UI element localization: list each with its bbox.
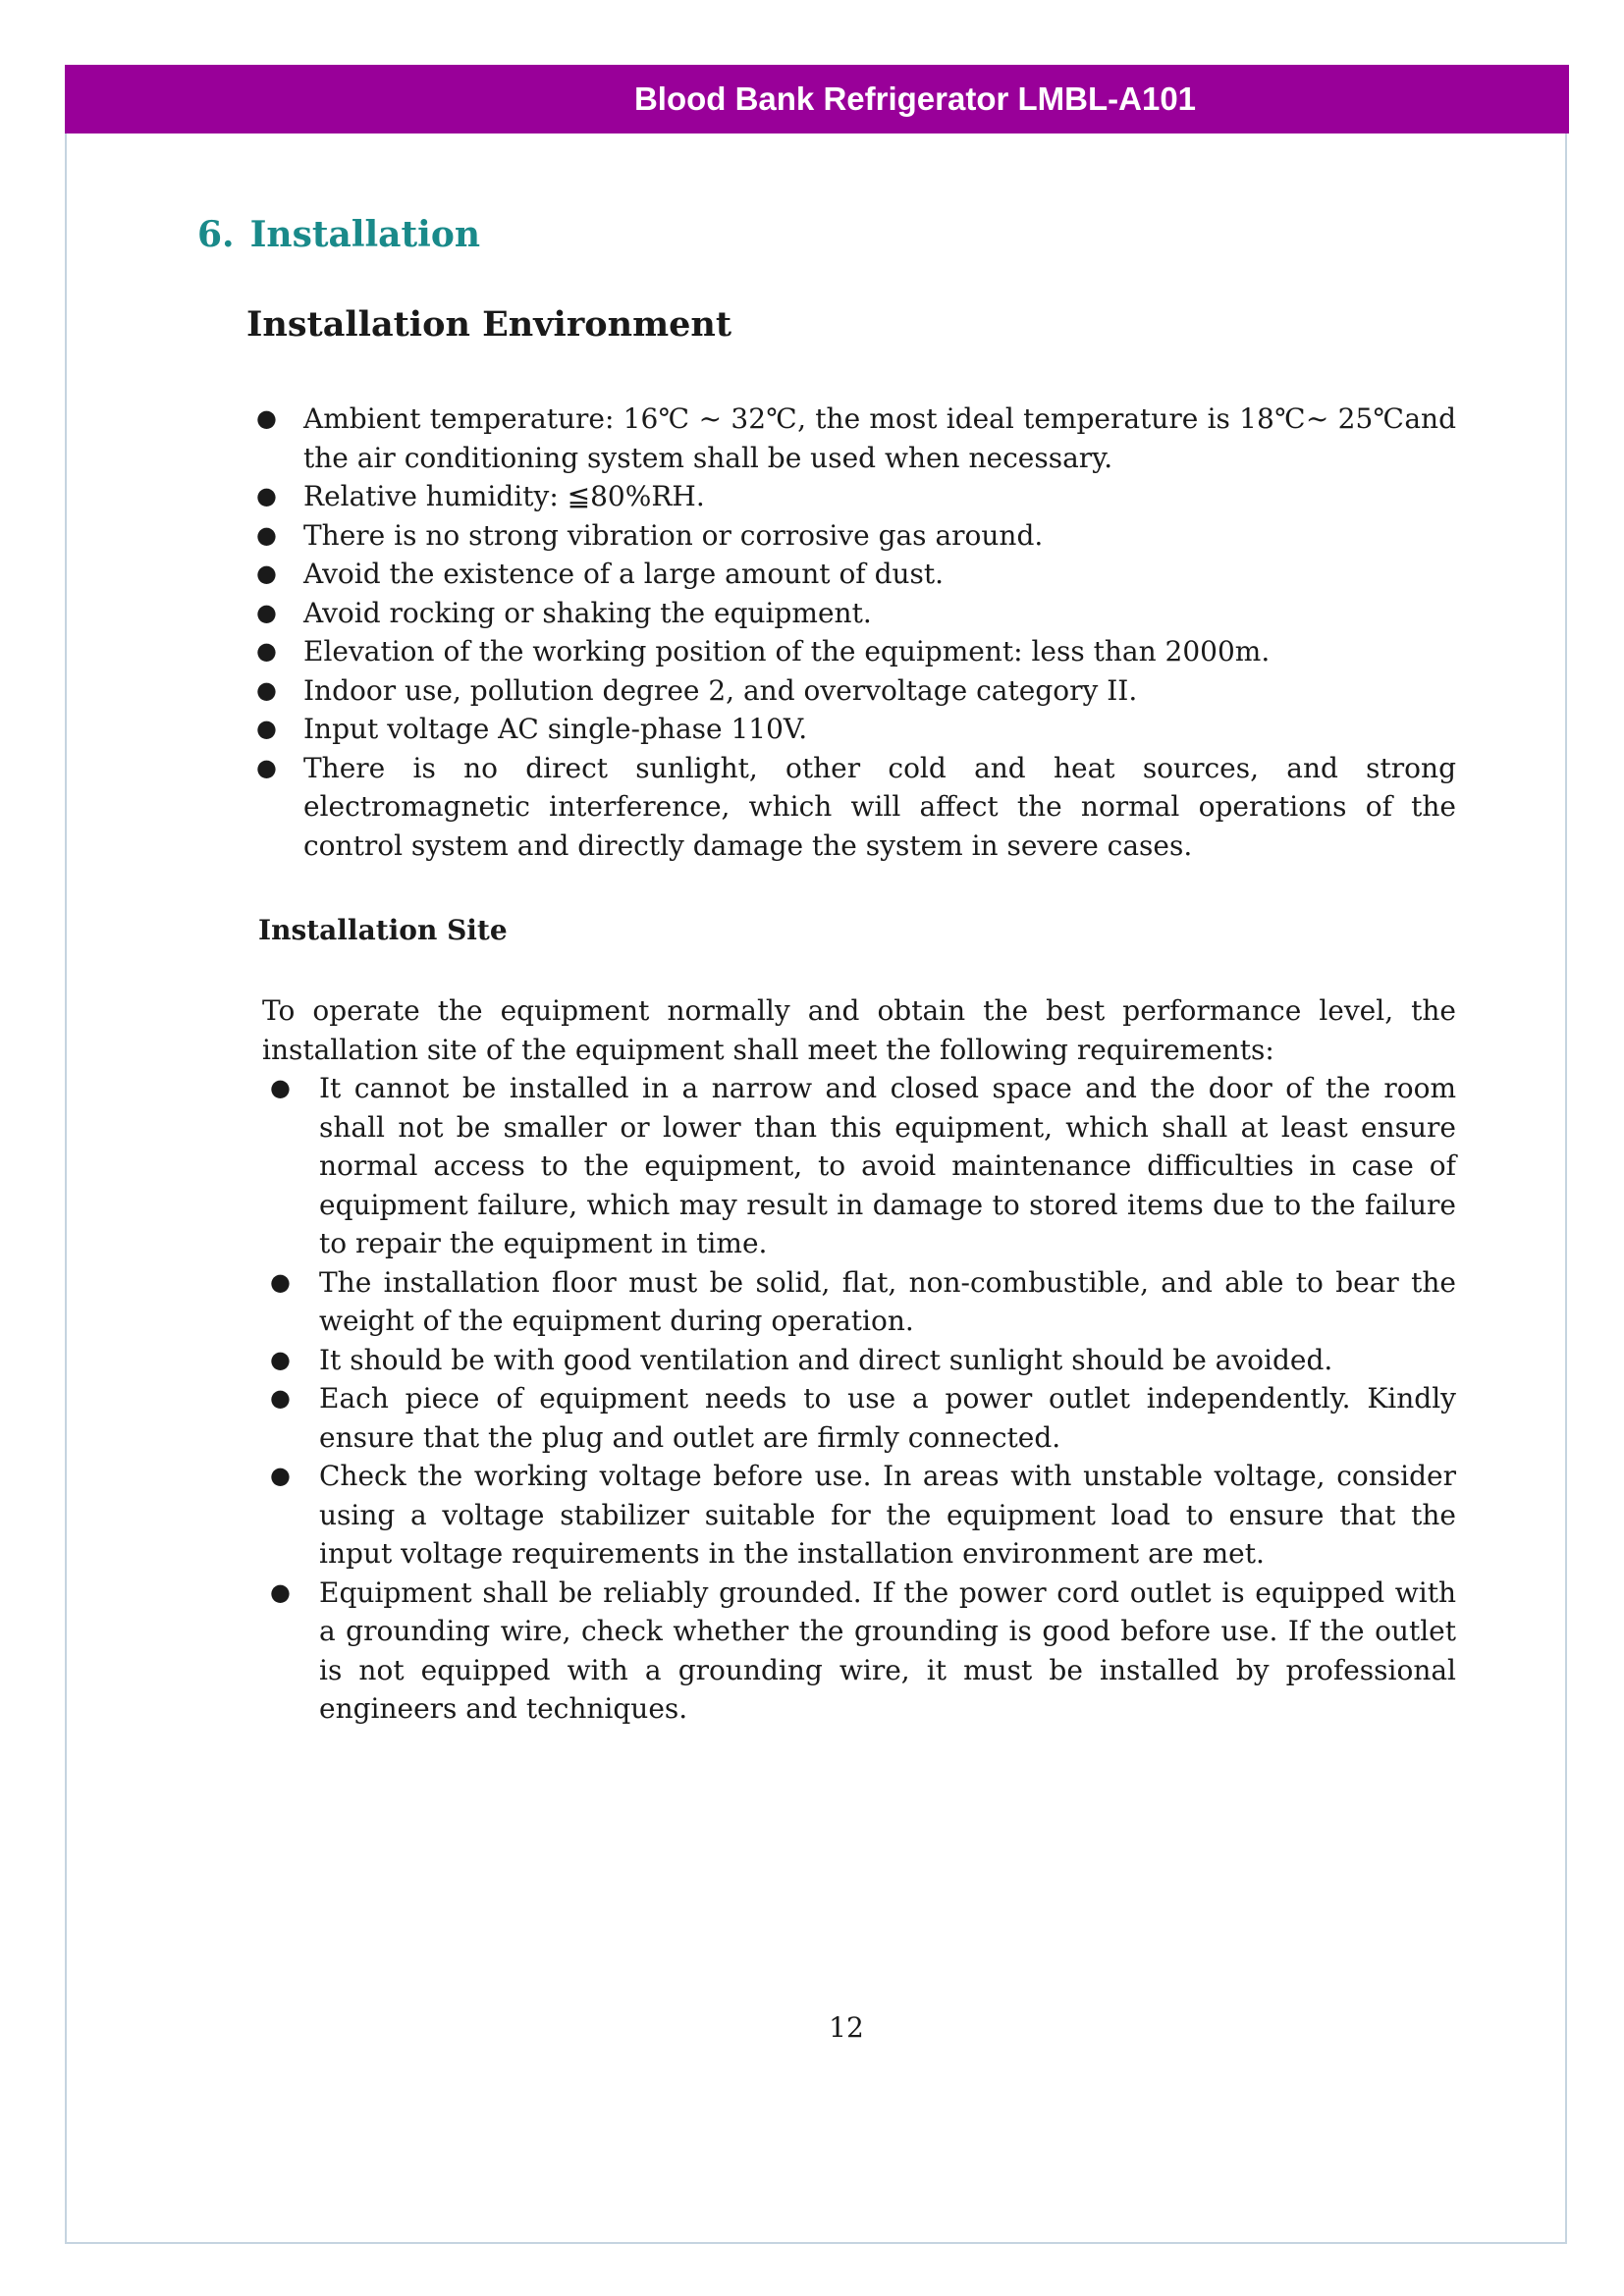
list-item-text: Avoid rocking or shaking the equipment. <box>303 596 872 629</box>
bullet-icon: ● <box>256 598 277 626</box>
bullet-icon: ● <box>256 404 277 432</box>
bullet-icon: ● <box>270 1384 291 1412</box>
list-item-text: Check the working voltage before use. In areas with unstable voltage, consider using a voltage stabilizer suitable for the equipment load to ensure that the input voltage requirements in the installation environment are met. <box>319 1460 1456 1570</box>
bullet-icon: ● <box>270 1462 291 1489</box>
list-item <box>256 671 1456 711</box>
environment-list <box>256 400 1456 865</box>
bullet-icon: ● <box>270 1345 291 1373</box>
list-item <box>256 749 1456 866</box>
bullet-icon: ● <box>256 637 277 665</box>
list-item <box>256 516 1456 556</box>
list-item-text: Relative humidity: ≦80%RH. <box>303 480 705 512</box>
site-list <box>270 1069 1456 1729</box>
list-item <box>270 1341 1456 1380</box>
section-title: Installation <box>249 214 480 255</box>
header-title: Blood Bank Refrigerator LMBL-A101 <box>633 80 1197 117</box>
list-item-text: Ambient temperature: 16℃ ~ 32℃, the most ideal temperature is 18℃~ 25℃and the air conditioning system shall be used when necessary. <box>303 402 1456 474</box>
site-heading: Installation Site <box>258 914 508 946</box>
list-item <box>270 1574 1456 1729</box>
list-item-text: Indoor use, pollution degree 2, and overvoltage category II. <box>303 673 1138 707</box>
document-header <box>65 65 1569 133</box>
list-item <box>256 555 1456 594</box>
list-item-text: Elevation of the working position of the equipment: less than 2000m. <box>303 635 1271 667</box>
list-item-text: It should be with good ventilation and direct sunlight should be avoided. <box>319 1343 1333 1376</box>
bullet-icon: ● <box>256 675 277 704</box>
list-item <box>270 1457 1456 1574</box>
list-item <box>256 710 1456 749</box>
list-item-text: It cannot be installed in a narrow and closed space and the door of the room shall not be smaller or lower than this equipment, which shall at least ensure normal access to the equipment, to avoid maintenance difficulties in case of equipment failure, which may result in damage to stored items due to the failure to repair the equipment in time. <box>319 1072 1456 1259</box>
section-heading <box>197 214 480 255</box>
list-item <box>270 1263 1456 1341</box>
bullet-icon: ● <box>270 1267 291 1296</box>
list-item <box>256 400 1456 477</box>
bullet-icon: ● <box>256 520 277 549</box>
site-intro: To operate the equipment normally and obtain the best performance level, the installation site of the equipment shall meet the following requirements: <box>262 994 1456 1066</box>
section-number: 6. <box>197 214 235 255</box>
list-item <box>256 632 1456 671</box>
environment-heading: Installation Environment <box>246 304 731 345</box>
list-item <box>256 477 1456 516</box>
list-item-text: Input voltage AC single-phase 110V. <box>303 713 808 745</box>
bullet-icon: ● <box>270 1074 291 1101</box>
bullet-icon: ● <box>270 1577 291 1606</box>
bullet-icon: ● <box>256 715 277 742</box>
list-item-text: Equipment shall be reliably grounded. If the power cord outlet is equipped with a grounding wire, check whether the grounding is good before use. If the outlet is not equipped with a grounding wire, it must be installed by professional engineers and techniques. <box>319 1575 1456 1725</box>
list-item <box>270 1069 1456 1263</box>
list-item <box>256 594 1456 633</box>
bullet-icon: ● <box>256 753 277 781</box>
page-number: 12 <box>829 2011 864 2044</box>
list-item <box>270 1379 1456 1457</box>
list-item-text: The installation floor must be solid, flat, non-combustible, and able to bear the weight of the equipment during operation. <box>319 1265 1456 1337</box>
bullet-icon: ● <box>256 560 277 587</box>
list-item-text: There is no strong vibration or corrosive gas around. <box>303 518 1044 552</box>
bullet-icon: ● <box>256 482 277 509</box>
list-item-text: Avoid the existence of a large amount of dust. <box>303 558 945 590</box>
list-item-text: Each piece of equipment needs to use a power outlet independently. Kindly ensure that the plug and outlet are firmly connected. <box>319 1382 1456 1454</box>
list-item-text: There is no direct sunlight, other cold and heat sources, and strong electromagnetic interference, which will affect the normal operations of the control system and directly damage the system in severe cases. <box>303 751 1456 862</box>
